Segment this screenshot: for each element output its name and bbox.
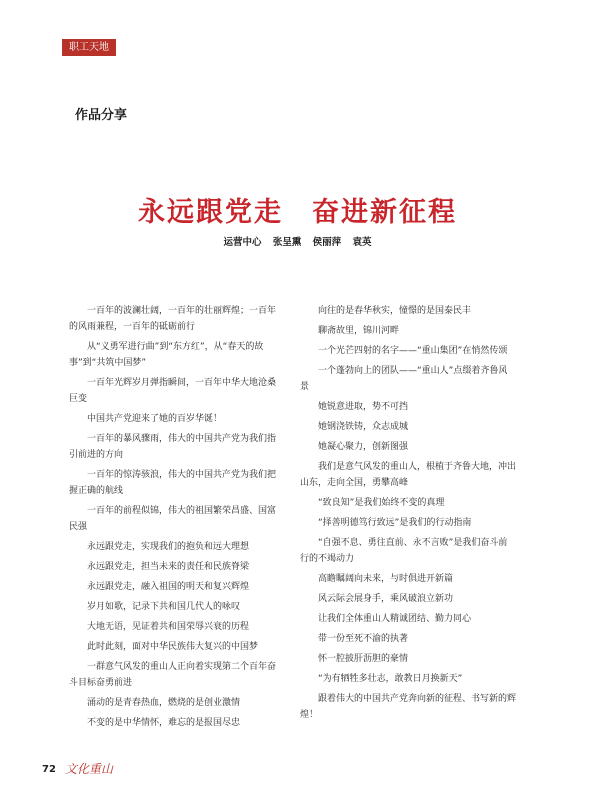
author-name: 侯丽萍 [312,237,342,248]
poem-line: 一个蓬勃向上的团队——“重山人”点缀着齐鲁风景 [300,366,508,392]
author-name: 袁英 [352,237,372,248]
poem-line: 此时此刻，面对中华民族伟大复兴的中国梦 [87,642,259,652]
poem-line: 一百年的惊涛骇浪，伟大的中国共产党为我们把握正确的航线 [69,470,277,496]
poem-line: 她锐意进取，势不可挡 [318,402,409,412]
brand-logo: 文化重山 [65,762,114,776]
poem-line: 从“义勇军进行曲”到“东方红”，从“春天的故事”到“共筑中国梦” [69,342,264,368]
article-title: 永远跟党走 奋进新征程 [138,197,457,228]
poem-line: “自强不息、勇往直前、永不言败”是我们奋斗前行的不竭动力 [300,538,508,564]
poem-line: 她钢浇铁铸，众志成城 [318,422,409,432]
poem-line: 永远跟党走，融入祖国的明天和复兴辉煌 [87,582,250,592]
poem-line: 她凝心聚力，创新图强 [318,442,409,452]
poem-line: 聊斋故里，锦川河畔 [318,326,400,336]
poem-line: 一个光芒四射的名字——“重山集团”在悄然传颂 [318,346,508,356]
poem-line: 高瞻瞩阔向未来，与时俱进开新篇 [318,574,454,584]
poem-left-column [69,303,280,735]
page-number: 72 [42,764,56,775]
poem-line: 涌动的是青春热血，燃烧的是创业激情 [87,698,241,708]
poem-line: “为有牺牲多壮志，敢教日月换新天” [318,674,463,684]
poem-line: 我们是意气风发的重山人，根植于齐鲁大地，冲出山东，走向全国，勇攀高峰 [300,462,517,488]
poem-line: “致良知”是我们始终不变的真理 [318,498,445,508]
poem-right-column [300,303,516,727]
poem-line: 一百年光辉岁月弹指瞬间，一百年中华大地沧桑巨变 [69,378,277,404]
poem-line: 不变的是中华情怀，难忘的是报国尽忠 [87,718,241,728]
poem-line: 大地无语，见证着共和国荣辱兴衰的历程 [87,622,250,632]
poem-line: 跟着伟大的中国共产党奔向新的征程、书写新的辉煌！ [300,694,517,720]
poem-line: 一百年的前程似锦，伟大的祖国繁荣昌盛、国富民强 [69,506,277,532]
poem-line: 向往的是春华秋实，憧憬的是国泰民丰 [318,306,472,316]
poem-line: 永远跟党走，实现我们的抱负和远大理想 [87,542,250,552]
poem-line: 一百年的暴风骤雨，伟大的中国共产党为我们指引前进的方向 [69,434,277,460]
poem-line: 一百年的波澜壮阔，一百年的壮丽辉煌；一百年的风雨兼程，一百年的砥砺前行 [69,306,277,332]
poem-line: 中国共产党迎来了她的百岁华诞！ [87,414,223,424]
author-dept: 运营中心 [223,237,262,248]
section-heading: 作品分享 [75,108,128,123]
poem-line: 永远跟党走，担当未来的责任和民族脊梁 [87,562,250,572]
poem-line: “择善明德笃行致远”是我们的行动指南 [318,518,472,528]
poem-line: 带一份至死不渝的执著 [318,634,409,644]
author-name: 张呈熏 [272,237,302,248]
poem-line: 怀一腔披肝沥胆的豪情 [318,654,409,664]
article-authors [0,234,595,248]
poem-line: 岁月如歌，记录下共和国几代人的咏叹 [87,602,241,612]
poem-line: 一群意气风发的重山人正向着实现第二个百年奋斗目标奋勇前进 [69,662,277,688]
column-tag: 职工天地 [62,39,116,56]
poem-line: 风云际会展身手，乘风破浪立新功 [318,594,454,604]
poem-line: 让我们全体重山人精诚团结、勤力同心 [318,614,472,624]
